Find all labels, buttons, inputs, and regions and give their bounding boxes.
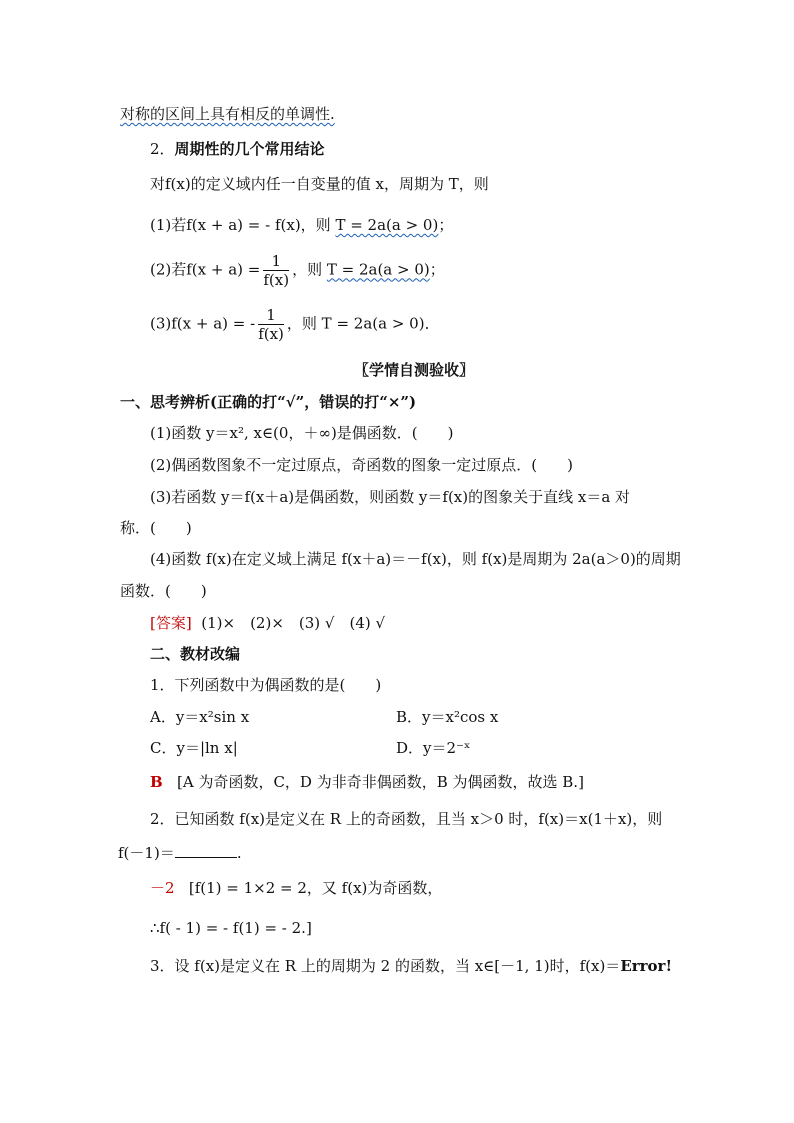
conclusion-3-fraction [258, 306, 284, 343]
part1-q3-line2: 称．( ) [120, 519, 192, 537]
option-a: A．y＝x²sin x [150, 708, 250, 726]
part1-q4-line1: (4)函数 f(x)在定义域上满足 f(x＋a)＝－f(x)，则 f(x)是周期为 2a(a＞0)的周期 [150, 550, 681, 568]
q2-period: . [236, 844, 242, 862]
answer-blank [175, 843, 237, 858]
part2-q1-stem: 1．下列函数中为偶函数的是( ) [150, 676, 382, 694]
heading-text: 周期性的几个常用结论 [174, 140, 325, 158]
fraction-denominator: f(x) [263, 271, 290, 289]
answer-explanation: [A 为奇函数，C，D 为非奇非偶函数，B 为偶函数，故选 B.] [177, 773, 584, 791]
periodicity-heading [150, 139, 325, 159]
part1-title: 一、思考辨析(正确的打“√”，错误的打“×”) [120, 393, 417, 411]
error-text: Error! [620, 957, 673, 975]
q2-prompt: f(－1)＝ [118, 844, 175, 862]
part2-q2-answer [150, 878, 442, 898]
answer-explanation: [f(1) = 1×2 = 2，又 f(x)为奇函数， [188, 879, 443, 897]
fraction-numerator: 1 [263, 252, 289, 271]
part2-q1-answer [150, 772, 584, 792]
conclusion-2-end: ； [429, 260, 445, 279]
section-banner: 〖学情自测验收〗 [354, 361, 475, 379]
answer-letter: B [150, 773, 163, 791]
conclusion-1 [150, 215, 453, 235]
conclusion-3-text: (3)f(x + a) = - [150, 314, 256, 333]
part2-q2-line2 [118, 843, 242, 863]
conclusion-3 [150, 306, 440, 343]
periodicity-intro: 对f(x)的定义域内任一自变量的值 x，周期为 T，则 [150, 175, 489, 193]
part2-q2-answer-line2: ∴f( - 1) = - f(1) = - 2.] [150, 919, 312, 937]
part1-q4-line2: 函数．( ) [120, 582, 207, 600]
part2-q2-line1: 2．已知函数 f(x)是定义在 R 上的奇函数，且当 x＞0 时，f(x)＝x(1＋x)，则 [150, 810, 663, 828]
conclusion-2-fraction [263, 252, 289, 289]
part2-title: 二、教材改编 [150, 645, 241, 663]
part1-q1: (1)函数 y＝x², x∈(0，＋∞)是偶函数．( ) [150, 424, 454, 442]
top-line [120, 104, 335, 124]
conclusion-3-end: ，则 T = 2a(a > 0)． [286, 314, 440, 333]
option-c: C．y＝|ln x| [150, 739, 238, 757]
fraction-denominator: f(x) [258, 325, 284, 343]
part1-q2: (2)偶函数图象不一定过原点，奇函数的图象一定过原点．( ) [150, 456, 573, 474]
conclusion-2 [150, 252, 445, 289]
part1-answer [150, 613, 385, 633]
option-d: D．y＝2⁻ˣ [396, 739, 471, 757]
conclusion-1-text: (1)若f(x + a) = - f(x)，则 [150, 216, 336, 234]
conclusion-2-result: T = 2a(a > 0) [326, 260, 430, 279]
conclusion-2-text: (2)若f(x + a) = [150, 260, 261, 279]
conclusion-2-mid: ，则 [292, 260, 327, 279]
answer-tag: [答案] [150, 614, 192, 632]
top-line-text: 对称的区间上具有相反的单调性. [120, 105, 335, 123]
answer-value: －2 [150, 879, 175, 897]
conclusion-1-result: T = 2a(a > 0) [335, 216, 439, 234]
heading-number: 2． [150, 140, 175, 158]
fraction-numerator: 1 [258, 306, 284, 325]
part2-q3 [150, 956, 672, 976]
answer-text: (1)× (2)× (3) √ (4) √ [201, 614, 386, 632]
q3-text: 3．设 f(x)是定义在 R 上的周期为 2 的函数，当 x∈[－1, 1)时，f(x)＝ [150, 957, 621, 975]
option-b: B．y＝x²cos x [396, 708, 499, 726]
conclusion-1-end: ； [438, 216, 454, 234]
part1-q3-line1: (3)若函数 y＝f(x＋a)是偶函数，则函数 y＝f(x)的图象关于直线 x＝a 对 [150, 488, 631, 506]
